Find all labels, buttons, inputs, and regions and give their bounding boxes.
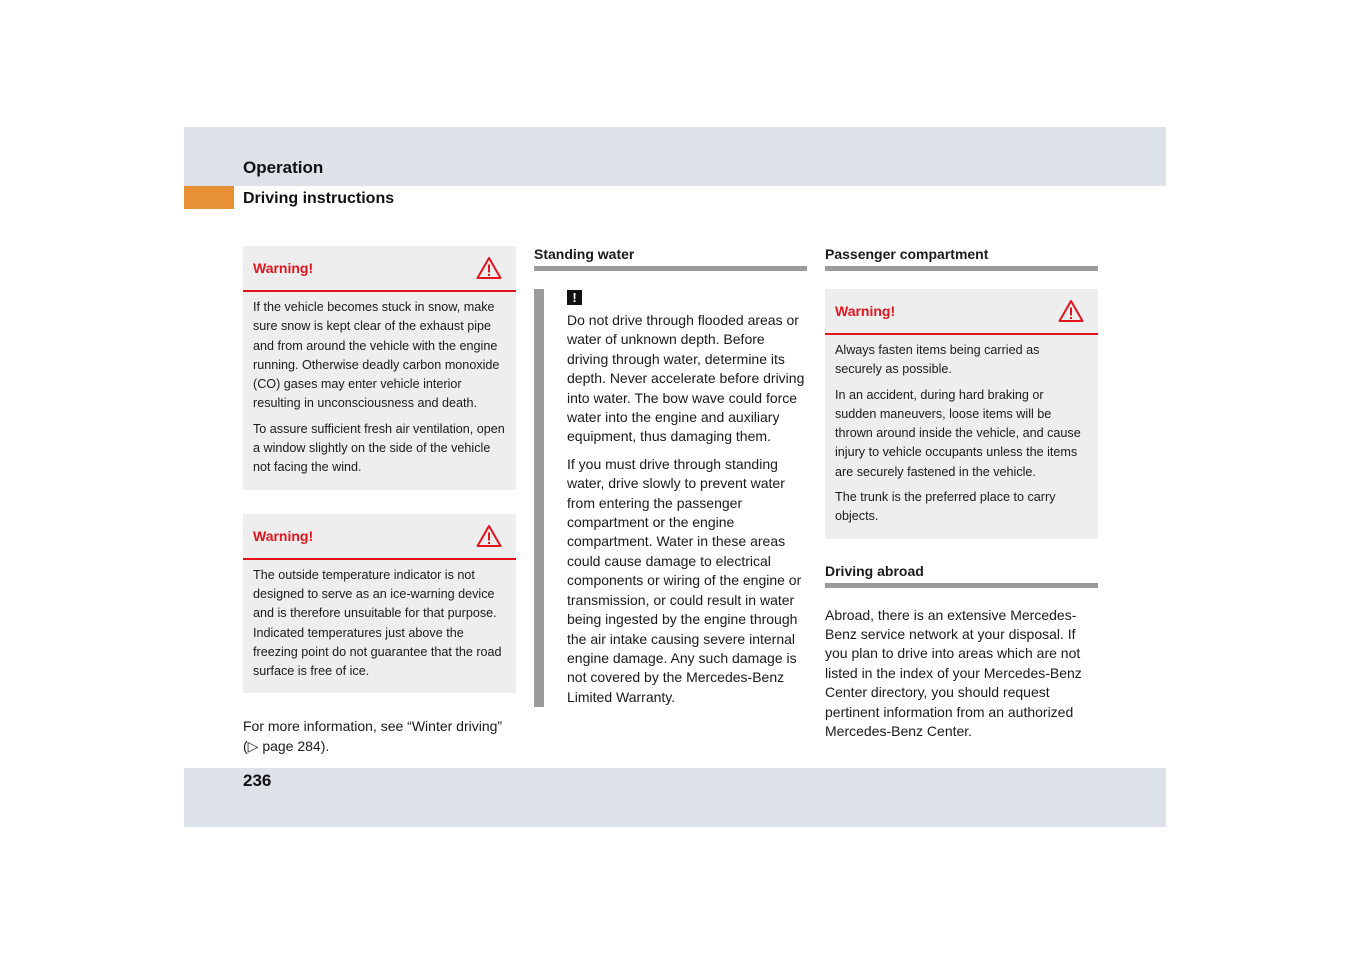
page-number: 236	[243, 771, 272, 790]
warning-triangle-icon	[476, 524, 502, 548]
header-band	[184, 127, 1166, 186]
warning-label: Warning!	[253, 527, 314, 544]
warning-paragraph: Always fasten items being carried as securely as possible.	[835, 343, 1040, 377]
warning-paragraph: In an accident, during hard braking or sudden maneuvers, loose items will be thrown around inside the vehicle, and cause injury to vehicle occupants unless the items are securely fastened in the vehicle.	[835, 387, 1081, 479]
section-tab-marker	[184, 186, 234, 209]
warning-box-temperature	[243, 514, 516, 694]
section-title: Operation	[243, 158, 324, 177]
footer-band	[184, 768, 1166, 827]
warning-paragraph: If the vehicle becomes stuck in snow, make sure snow is kept clear of the exhaust pipe and from around the vehicle with the engine running. Otherwise deadly carbon monoxide (CO) gases may enter vehicle interior resulting in unconsciousness and death.	[253, 300, 500, 411]
caution-paragraph: Do not drive through flooded areas or water of unknown depth. Before driving through water, determine its depth. Never accelerate before driving into water. The bow wave could force water into the engine and auxiliary equipment, thus damaging them.	[567, 312, 805, 445]
warning-box-loose-items	[825, 289, 1098, 539]
warning-box-snow	[243, 246, 516, 490]
caution-paragraph: If you must drive through standing water, drive slowly to prevent water from entering the passenger compartment or the engine compartment. Water in these areas could cause damage to electrical components or wiring of the engine or transmission, or could result in water being ingested by the engine through the air intake causing severe internal engine damage. Any such damage is not covered by the Mercedes-Benz Limited Warranty.	[567, 455, 802, 705]
warning-triangle-icon	[1058, 299, 1084, 323]
column-1	[243, 246, 516, 764]
warning-header	[825, 289, 1098, 335]
warning-header	[243, 246, 516, 292]
caution-block	[534, 289, 807, 707]
heading-passenger-compartment: Passenger compartment	[825, 246, 1098, 271]
warning-triangle-icon	[476, 256, 502, 280]
warning-label: Warning!	[835, 303, 896, 319]
column-2	[534, 246, 807, 715]
warning-body	[825, 335, 1098, 539]
warning-paragraph: The outside temperature indicator is not designed to serve as an ice-warning device and is therefore unsuitable for that purpose. Indicated temperatures just above the freezing point do not guarantee that the road surface is free of ice.	[253, 567, 502, 679]
subsection-title: Driving instructions	[243, 190, 395, 207]
warning-body	[243, 560, 516, 694]
warning-header	[243, 514, 516, 560]
driving-abroad-text: Abroad, there is an extensive Mercedes-Benz service network at your disposal. If you plan to drive into areas which are not listed in the index of your Mercedes-Benz Center directory, you should request pertinent information from an authorized Mercedes-Benz Center.	[825, 606, 1082, 740]
warning-paragraph: To assure sufficient fresh air ventilation, open a window slightly on the side of the vehicle not facing the wind.	[253, 421, 505, 475]
heading-standing-water: Standing water	[534, 246, 807, 271]
column-3	[825, 246, 1098, 750]
heading-driving-abroad: Driving abroad	[825, 563, 1098, 588]
warning-body	[243, 292, 516, 490]
exclamation-box-icon: !	[567, 290, 582, 305]
more-info-text: For more information, see “Winter driving” (▷ page 284).	[243, 718, 503, 754]
warning-paragraph: The trunk is the preferred place to carry objects.	[835, 490, 1056, 524]
warning-label: Warning!	[253, 260, 314, 276]
